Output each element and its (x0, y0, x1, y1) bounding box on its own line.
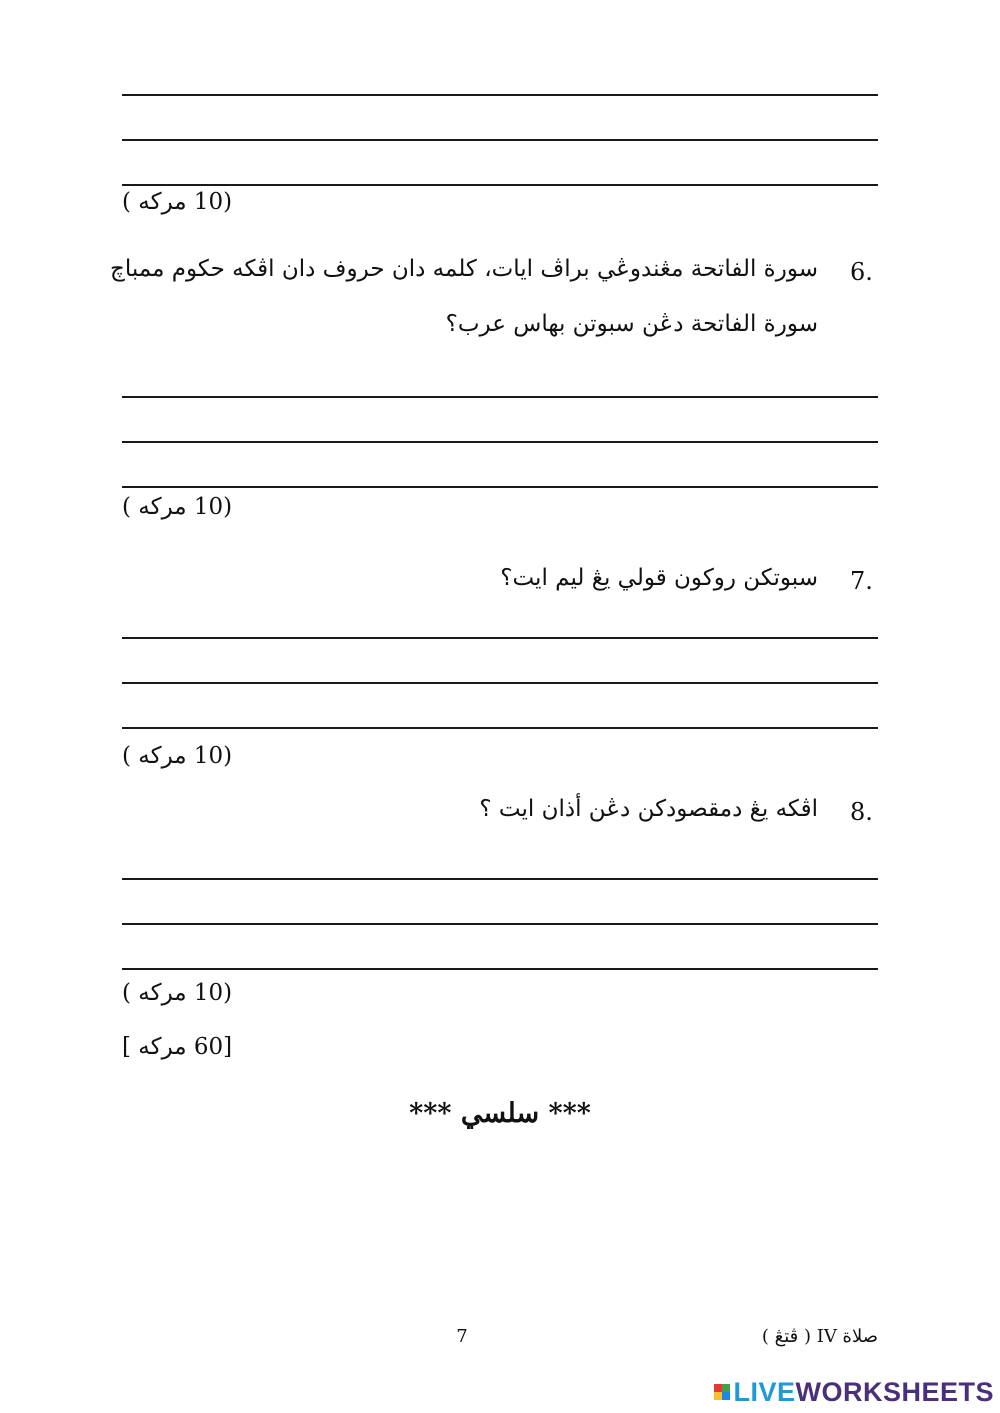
liveworksheets-logo[interactable] (714, 1376, 994, 1408)
closing-text: *** سلسي *** (409, 1098, 591, 1129)
marks-label: (10 مركه ) (122, 743, 233, 769)
logo-square-icon (714, 1384, 722, 1392)
answer-line[interactable] (122, 968, 878, 970)
question-text: اڤكه يڠ دمقصودكن دڠن أذان ايت ؟ (479, 796, 818, 822)
answer-line[interactable] (122, 878, 878, 880)
answer-line[interactable] (122, 139, 878, 141)
question-number: 8. (850, 798, 873, 826)
brand-text-worksheets: WORKSHEETS (795, 1376, 994, 1407)
marks-label: (10 مركه ) (122, 189, 233, 215)
question-text: سورة الفاتحة مڠندوڠي براڤ ايات، كلمه دان حروف دان اڤكه حكوم ممباچ (110, 256, 818, 282)
page-number: 7 (456, 1326, 468, 1347)
answer-line[interactable] (122, 396, 878, 398)
question-text: سورة الفاتحة دڠن سبوتن بهاس عرب؟ (445, 311, 818, 337)
logo-square-icon (722, 1384, 730, 1392)
question-text: سبوتكن روكون قولي يڠ ليم ايت؟ (500, 565, 818, 591)
answer-line[interactable] (122, 637, 878, 639)
total-marks: [60 مركه ] (122, 1034, 233, 1060)
liveworksheets-icon (714, 1384, 730, 1400)
answer-line[interactable] (122, 184, 878, 186)
logo-square-icon (722, 1392, 730, 1400)
answer-line[interactable] (122, 682, 878, 684)
question-number: 6. (850, 258, 873, 286)
answer-line[interactable] (122, 727, 878, 729)
answer-line[interactable] (122, 94, 878, 96)
brand-text (733, 1377, 994, 1408)
marks-label: (10 مركه ) (122, 980, 233, 1006)
answer-line[interactable] (122, 486, 878, 488)
answer-line[interactable] (122, 923, 878, 925)
footer-title: صلاة IV ( ڤتڠ ) (761, 1326, 878, 1347)
answer-line[interactable] (122, 441, 878, 443)
brand-text-live: LIVE (733, 1376, 796, 1407)
marks-label: (10 مركه ) (122, 494, 233, 520)
logo-square-icon (714, 1392, 722, 1400)
question-number: 7. (850, 567, 873, 595)
